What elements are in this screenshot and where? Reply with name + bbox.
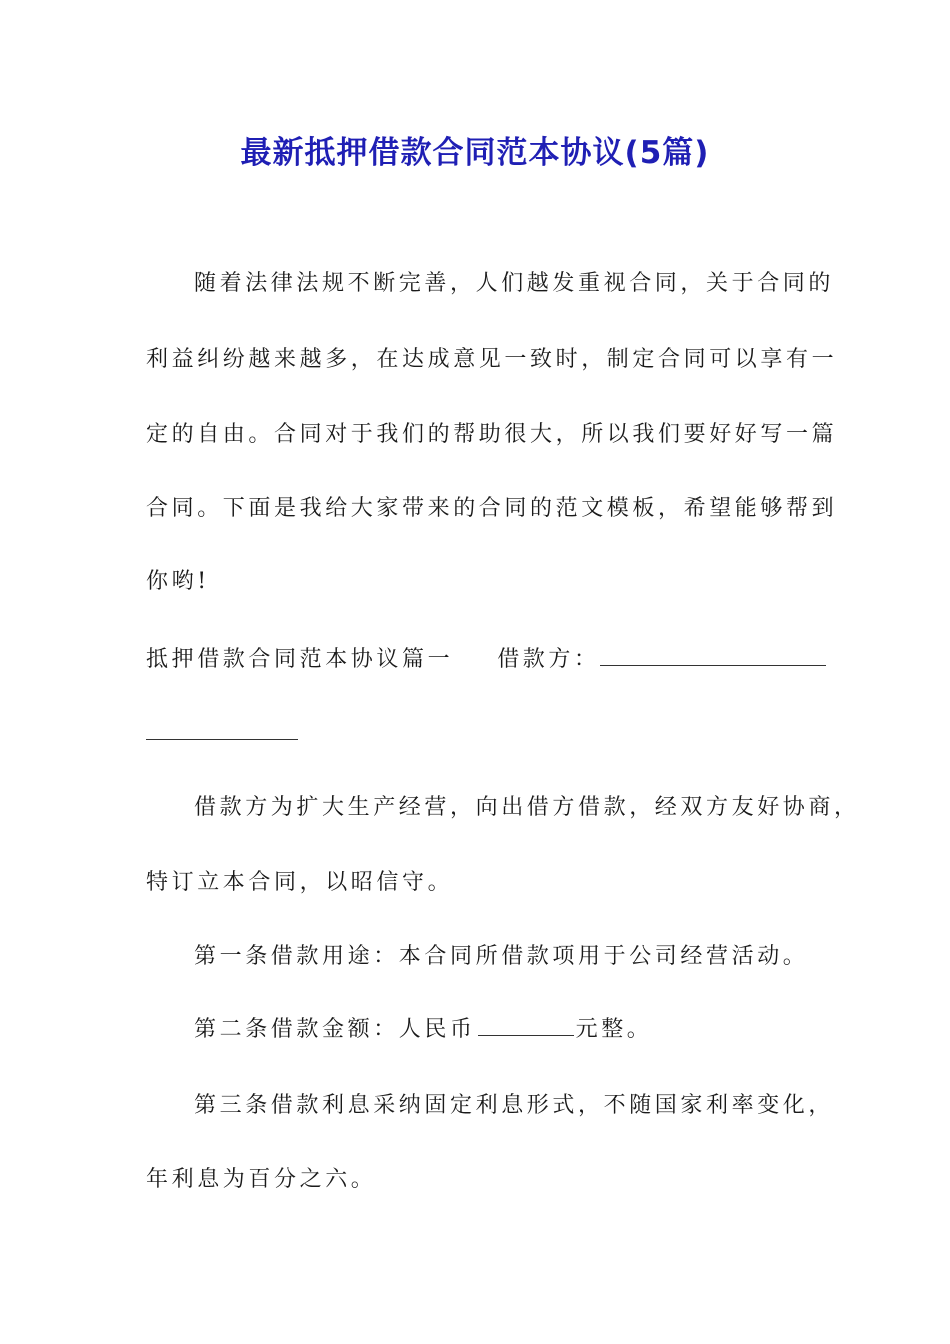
intro-line-2: 利益纠纷越来越多，在达成意见一致时，制定合同可以享有一 xyxy=(146,347,838,372)
intro-line-3: 定的自由。合同对于我们的帮助很大，所以我们要好好写一篇 xyxy=(146,422,838,447)
para1-line-1: 借款方为扩大生产经营，向出借方借款，经双方友好协商， xyxy=(194,795,860,820)
intro-line-1: 随着法律法规不断完善，人们越发重视合同，关于合同的 xyxy=(194,271,835,296)
borrower-blank-row xyxy=(146,718,298,750)
article-2-suffix: 元整。 xyxy=(575,1017,653,1042)
borrower-label: 借款方： xyxy=(497,647,600,672)
intro-line-4: 合同。下面是我给大家带来的合同的范文模板，希望能够帮到 xyxy=(146,496,838,521)
article-3-line-2: 年利息为百分之六。 xyxy=(146,1167,377,1192)
document-title: 最新抵押借款合同范本协议(5篇) xyxy=(240,135,710,171)
intro-line-5: 你哟! xyxy=(146,569,210,594)
section-heading-row xyxy=(146,644,826,676)
para1-line-2: 特订立本合同，以昭信守。 xyxy=(146,870,454,895)
amount-blank-line xyxy=(478,1015,574,1036)
borrower-blank-line xyxy=(600,645,826,666)
section-heading: 抵押借款合同范本协议篇一 xyxy=(146,647,454,672)
article-2 xyxy=(194,1014,652,1046)
article-1: 第一条借款用途：本合同所借款项用于公司经营活动。 xyxy=(194,944,809,969)
article-3-line-1: 第三条借款利息采纳固定利息形式，不随国家利率变化， xyxy=(194,1093,835,1118)
borrower-blank-line-continued xyxy=(146,719,298,740)
article-2-prefix: 第二条借款金额：人民币 xyxy=(194,1017,476,1042)
